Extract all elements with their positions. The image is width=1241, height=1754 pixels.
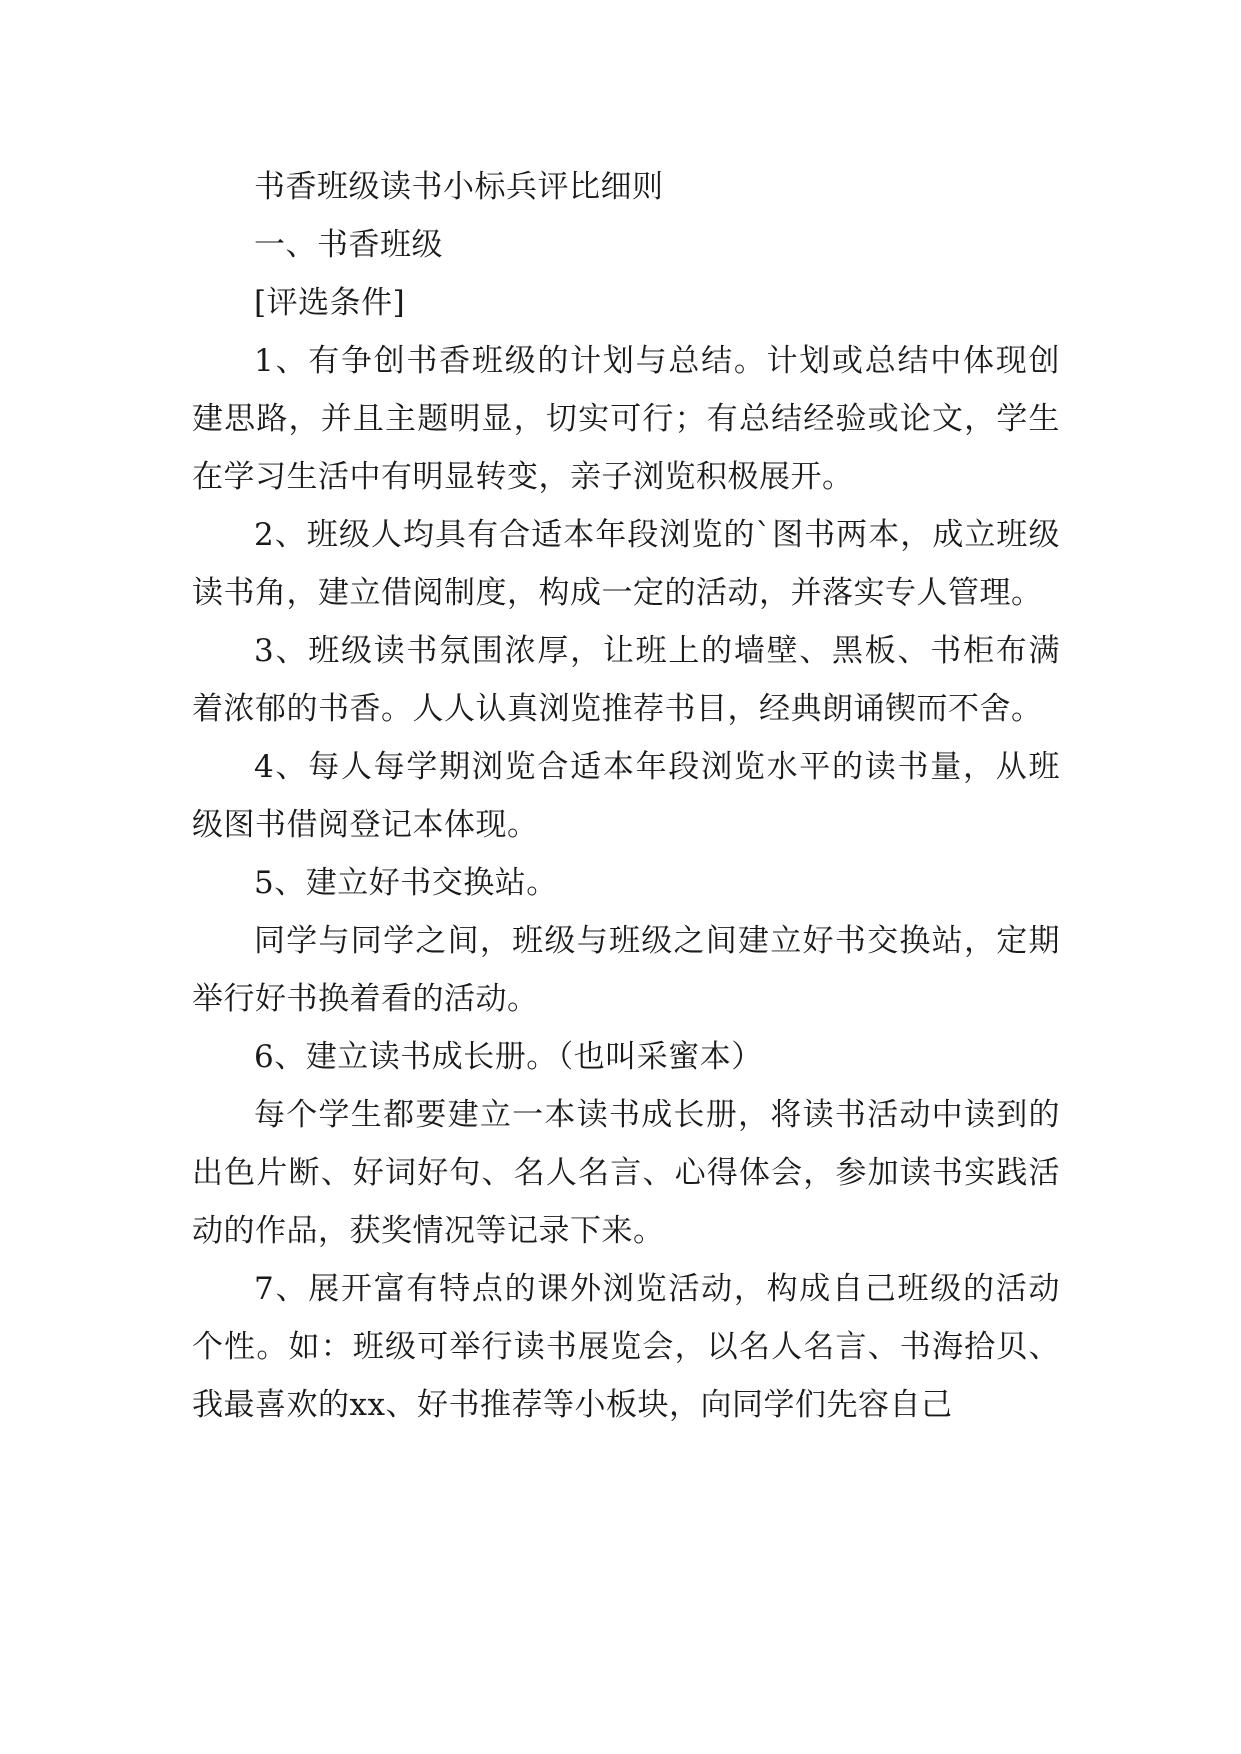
paragraph-book-exchange: 同学与同学之间，班级与班级之间建立好书交换站，定期举行好书换着看的活动。 — [192, 923, 1060, 1017]
paragraph-criterion-3: 3、班级读书氛围浓厚，让班上的墙壁、黑板、书柜布满着浓郁的书香。人人认真浏览推荐书目，经典朗诵锲而不舍。 — [192, 633, 1060, 727]
paragraph-criterion-1: 1、有争创书香班级的计划与总结。计划或总结中体现创建思路，并且主题明显，切实可行；有总结经验或论文，学生在学习生活中有明显转变，亲子浏览积极展开。 — [192, 343, 1060, 495]
document-title: 书香班级读书小标兵评比细则 — [254, 169, 664, 205]
section-heading: 一、书香班级 — [254, 227, 443, 263]
paragraph-criterion-2: 2、班级人均具有合适本年段浏览的`图书两本，成立班级读书角，建立借阅制度，构成一定的活动，并落实专人管理。 — [192, 517, 1060, 611]
criteria-label: [评选条件] — [254, 285, 406, 321]
paragraph-criterion-6: 6、建立读书成长册。（也叫采蜜本） — [254, 1039, 763, 1075]
paragraph-criterion-7: 7、展开富有特点的课外浏览活动，构成自己班级的活动个性。如：班级可举行读书展览会，以名人名言、书海拾贝、我最喜欢的xx、好书推荐等小板块，向同学们先容自己 — [192, 1271, 1060, 1423]
paragraph-criterion-5: 5、建立好书交换站。 — [254, 865, 558, 901]
paragraph-criterion-4: 4、每人每学期浏览合适本年段浏览水平的读书量，从班级图书借阅登记本体现。 — [192, 749, 1060, 843]
paragraph-growth-book: 每个学生都要建立一本读书成长册，将读书活动中读到的出色片断、好词好句、名人名言、心得体会，参加读书实践活动的作品，获奖情况等记录下来。 — [192, 1097, 1060, 1249]
document-body — [192, 158, 1060, 1434]
